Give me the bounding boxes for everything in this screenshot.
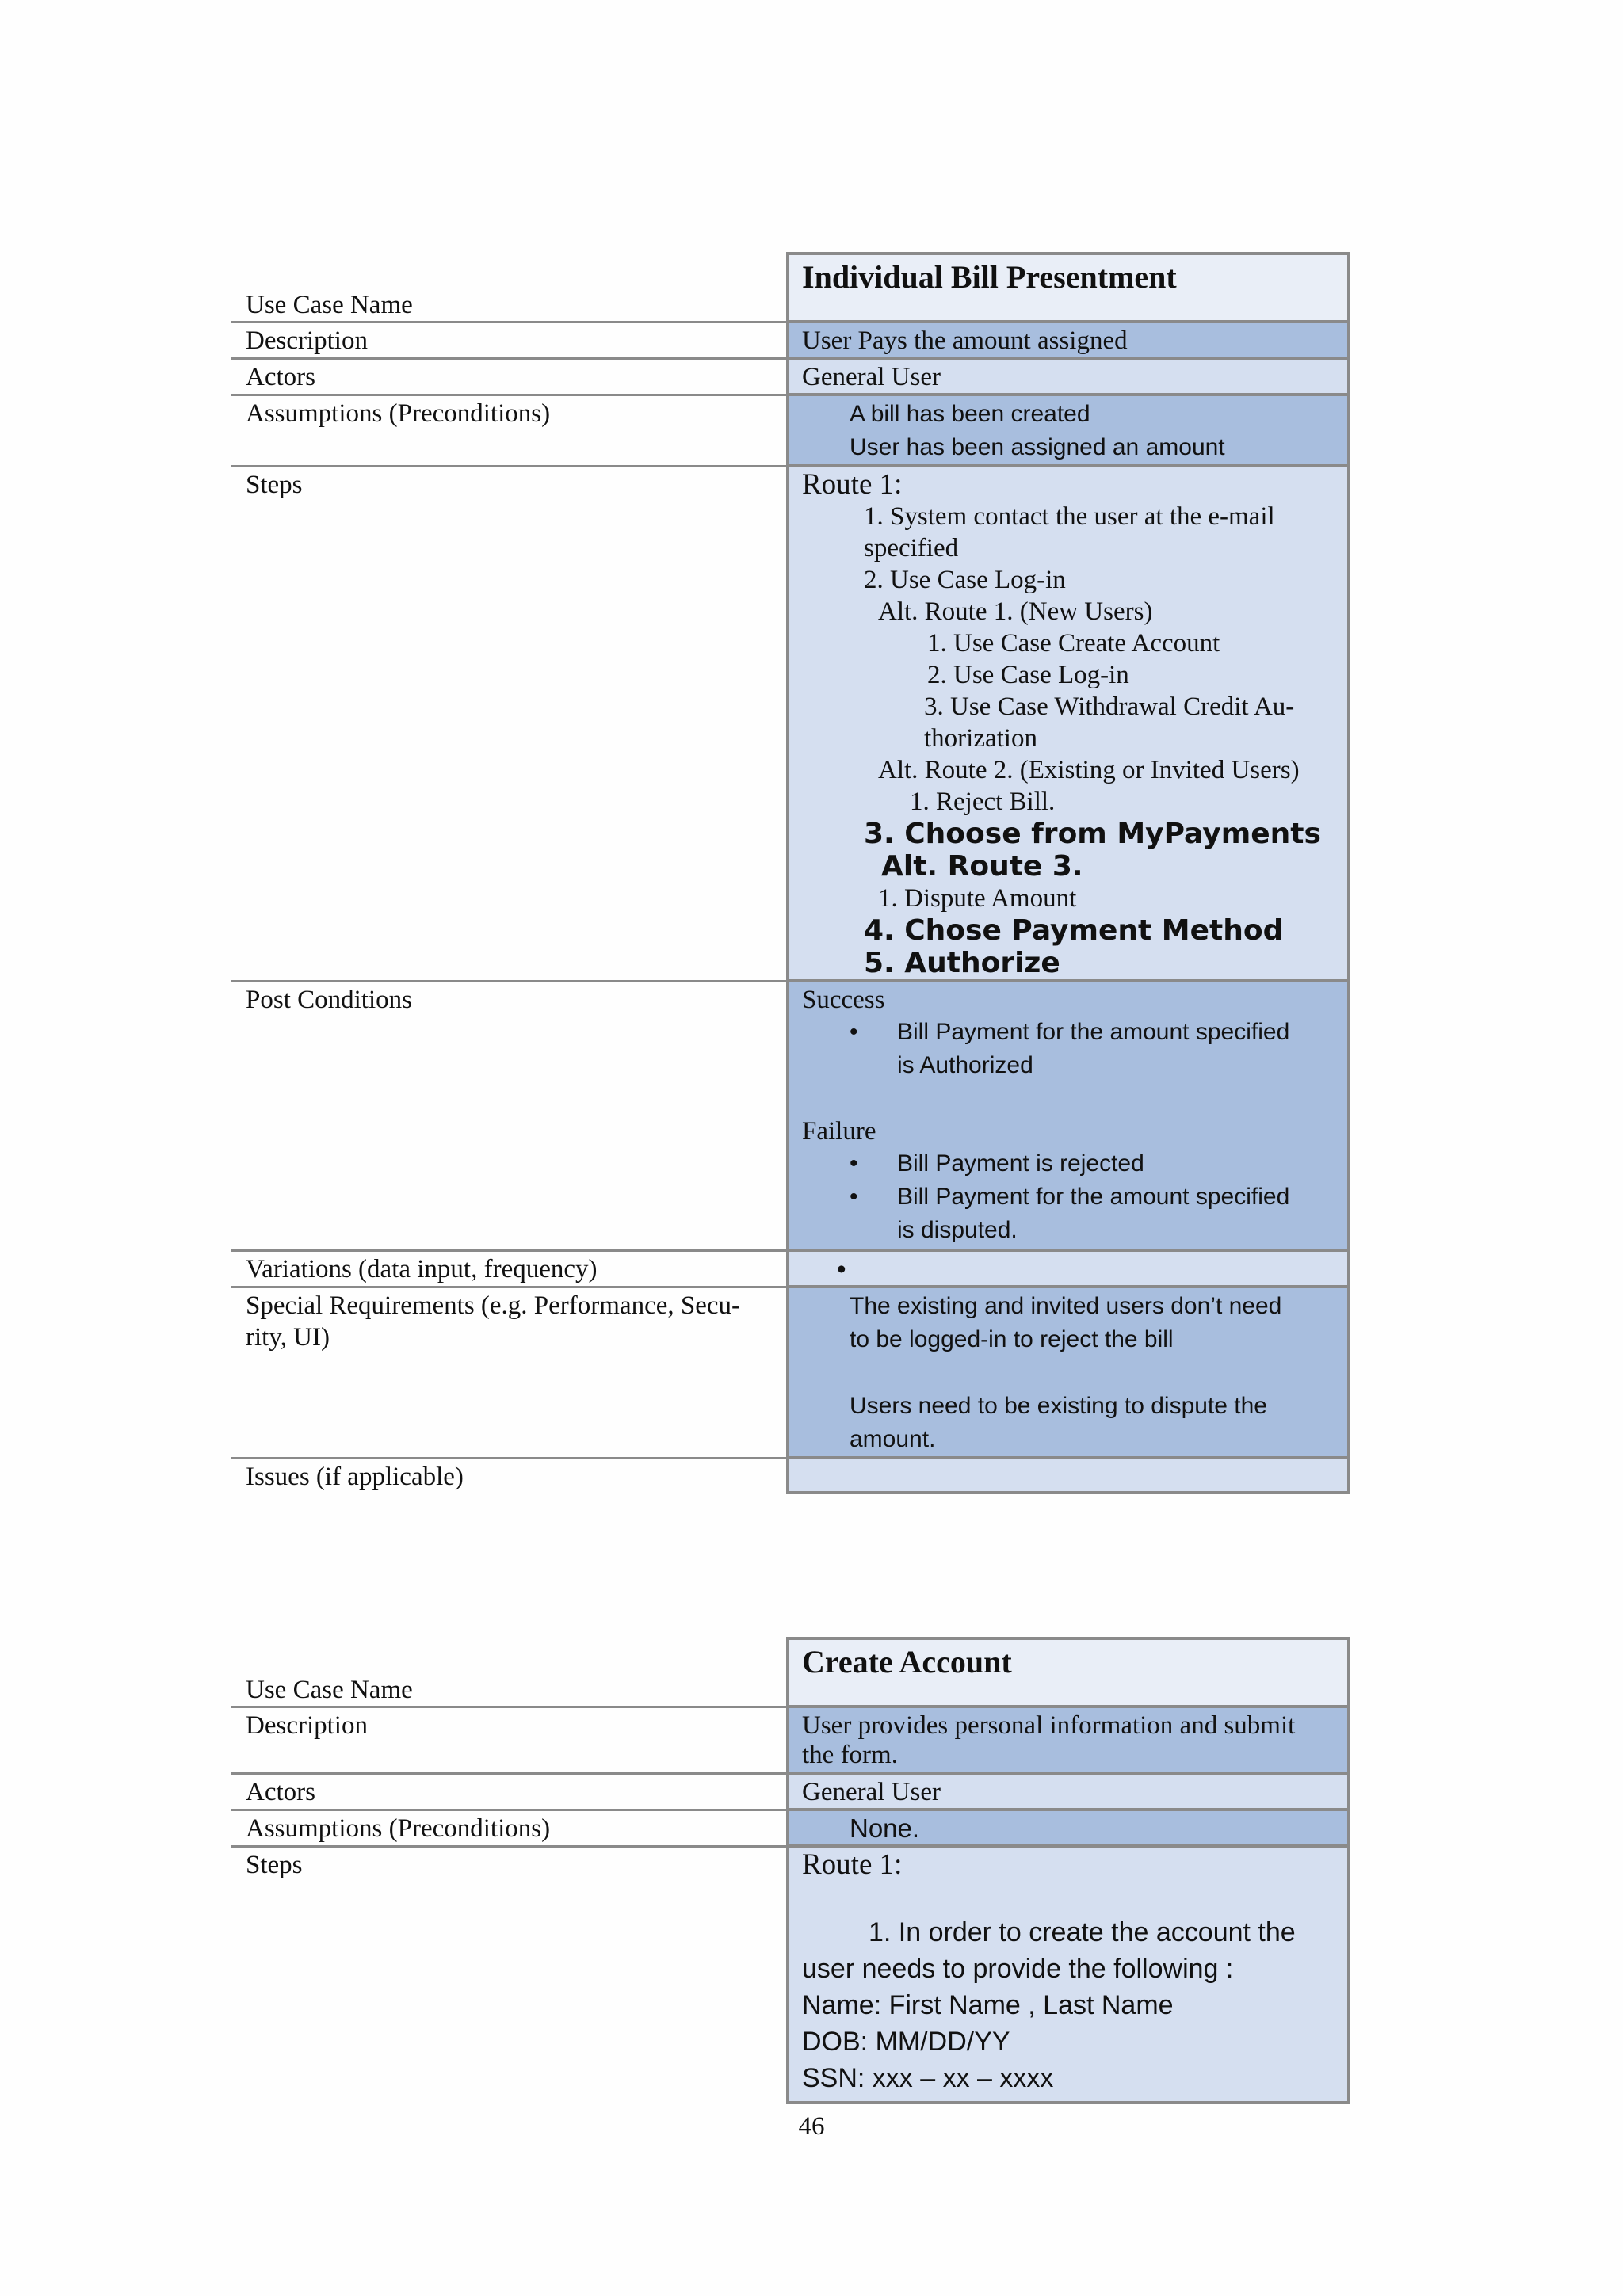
label-actors: Actors	[231, 358, 788, 395]
label-actors: Actors	[231, 1773, 788, 1810]
use-case-table-create-account	[231, 1637, 1350, 2104]
label-special-requirements	[231, 1287, 788, 1458]
actors-value: General User	[788, 1773, 1349, 1810]
alt-route-heading: Alt. Route 3.	[881, 850, 1083, 883]
variations-bullet-icon: •	[788, 1250, 1349, 1287]
special-requirements-value	[788, 1287, 1349, 1458]
actors-value: General User	[788, 358, 1349, 395]
alt-route-heading: Alt. Route 1. (New Users)	[878, 597, 1153, 626]
step-line: user needs to provide the following :	[802, 1954, 1234, 1984]
text-line: User provides personal information and submit	[802, 1711, 1296, 1740]
step-line: specified	[864, 534, 959, 563]
failure-heading: Failure	[802, 1117, 876, 1146]
list-item-text: Bill Payment for the amount specified	[897, 1019, 1290, 1045]
route-heading: Route 1:	[802, 468, 903, 501]
step-line: thorization	[924, 724, 1037, 753]
list-item-text: Bill Payment is rejected	[897, 1150, 1144, 1177]
use-case-table-bill-presentment	[231, 252, 1350, 1494]
list-item-text: is Authorized	[897, 1052, 1033, 1078]
step-line: 1. System contact the user at the e-mail	[864, 502, 1275, 531]
list-item	[802, 1180, 1335, 1214]
steps-value	[788, 466, 1349, 981]
step-line: 1. Reject Bill.	[910, 788, 1056, 816]
step-line: 4. Chose Payment Method	[864, 914, 1284, 947]
label-steps: Steps	[231, 466, 788, 981]
list-item-text: is disputed.	[897, 1217, 1018, 1243]
step-line: Name: First Name , Last Name	[802, 1990, 1174, 2020]
page-number: 46	[798, 2112, 825, 2141]
text-line: Users need to be existing to dispute the	[850, 1393, 1267, 1419]
step-line: 3. Use Case Withdrawal Credit Au-	[924, 692, 1295, 721]
step-line: 1. Dispute Amount	[878, 884, 1077, 913]
alt-route-heading: Alt. Route 2. (Existing or Invited Users)	[878, 756, 1300, 784]
step-line: 3. Choose from MyPayments	[864, 818, 1321, 850]
label-variations: Variations (data input, frequency)	[231, 1250, 788, 1287]
label-line: rity, UI)	[246, 1322, 330, 1352]
assumptions-value	[788, 395, 1349, 466]
issues-value	[788, 1458, 1349, 1493]
step-line: 1. In order to create the account the	[869, 1917, 1296, 1947]
success-heading: Success	[802, 986, 885, 1014]
use-case-title: Create Account	[788, 1638, 1349, 1707]
step-line: SSN: xxx – xx – xxxx	[802, 2063, 1054, 2093]
text-line: to be logged-in to reject the bill	[850, 1326, 1174, 1352]
steps-value	[788, 1846, 1349, 2103]
assumption-item: User has been assigned an amount	[850, 434, 1225, 460]
bullet-icon: •	[850, 1184, 858, 1210]
text-line: amount.	[850, 1426, 936, 1452]
label-assumptions: Assumptions (Preconditions)	[231, 1810, 788, 1846]
label-assumptions: Assumptions (Preconditions)	[231, 395, 788, 466]
step-line: 2. Use Case Log-in	[864, 566, 1066, 594]
step-line: 1. Use Case Create Account	[927, 629, 1220, 658]
text-line: the form.	[802, 1741, 898, 1769]
step-line: DOB: MM/DD/YY	[802, 2027, 1010, 2057]
label-line: Special Requirements (e.g. Performance, Secu-	[246, 1291, 741, 1320]
list-item	[802, 1147, 1335, 1180]
description-value: User Pays the amount assigned	[788, 322, 1349, 358]
assumption-item: A bill has been created	[850, 401, 1090, 427]
bullet-icon: •	[850, 1019, 858, 1045]
label-post-conditions: Post Conditions	[231, 981, 788, 1250]
step-line: 5. Authorize	[864, 947, 1060, 979]
label-description: Description	[231, 322, 788, 358]
label-use-case-name: Use Case Name	[231, 1638, 788, 1707]
text-line: The existing and invited users don’t need	[850, 1293, 1282, 1319]
label-description: Description	[231, 1707, 788, 1773]
list-item	[802, 1016, 1335, 1049]
route-heading: Route 1:	[802, 1848, 903, 1881]
post-conditions-value	[788, 981, 1349, 1250]
use-case-title: Individual Bill Presentment	[788, 254, 1349, 322]
label-use-case-name: Use Case Name	[231, 254, 788, 322]
label-issues: Issues (if applicable)	[246, 1462, 464, 1491]
step-line: 2. Use Case Log-in	[927, 661, 1129, 689]
list-item-text: Bill Payment for the amount specified	[897, 1184, 1290, 1210]
label-steps: Steps	[246, 1850, 303, 1879]
bullet-icon: •	[850, 1150, 858, 1177]
description-value	[788, 1707, 1349, 1773]
assumptions-value: None.	[788, 1810, 1349, 1846]
